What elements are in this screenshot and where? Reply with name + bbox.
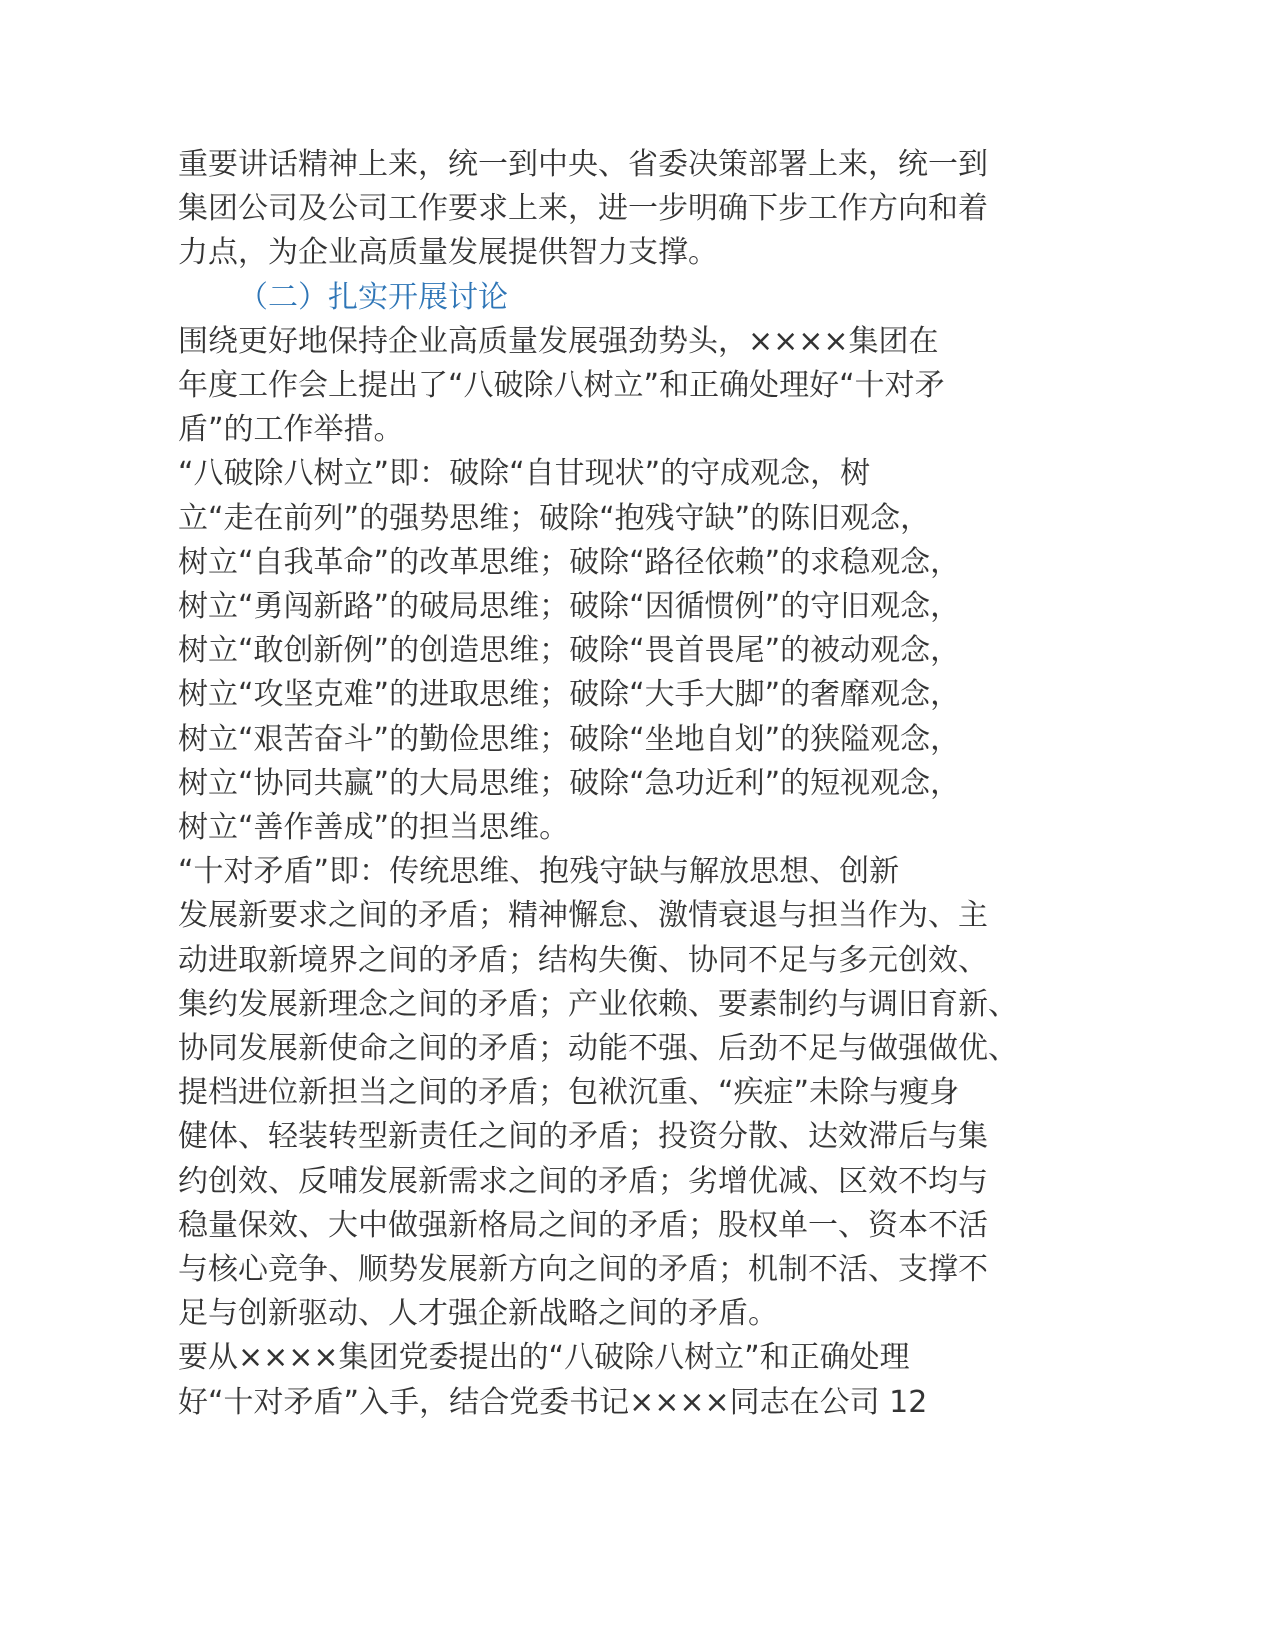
- section-heading: （二）扎实开展讨论: [238, 279, 508, 315]
- document-page: [178, 143, 1068, 1425]
- body-paragraph: “十对矛盾”即：传统思维、抱残守缺与解放思想、创新 发展新要求之间的矛盾；精神懈怠、激情衰退与担当作为、主 动进取新境界之间的矛盾；结构失衡、协同不足与多元创效、 集约发展新理念之间的矛盾；产业依赖、要素制约与调旧育新、 协同发展新使命之间的矛盾；动能不强、后劲不足与做强做优、 提档进位新担当之间的矛盾；包袱沉重、“疾症”未除与瘦身 健体、轻装转型新责任之间的矛盾；投资分散、达效滞后与集 约创效、反哺发展新需求之间的矛盾；劣增优减、区效不均与 稳量保效、大中做强新格局之间的矛盾；股权单一、资本不活 与核心竞争、顺势发展新方向之间的矛盾；机制不活、支撑不 足与创新驱动、人才强企新战略之间的矛盾。: [178, 854, 1018, 1332]
- body-paragraph: 重要讲话精神上来，统一到中央、省委决策部署上来，统一到 集团公司及公司工作要求上来，进一步明确下步工作方向和着 力点，为企业高质量发展提供智力支撑。: [178, 147, 988, 271]
- body-paragraph: “八破除八树立”即：破除“自甘现状”的守成观念，树 立“走在前列”的强势思维；破除“抱残守缺”的陈旧观念， 树立“自我革命”的改革思维；破除“路径依赖”的求稳观念， 树立“勇闯新路”的破局思维；破除“因循惯例”的守旧观念， 树立“敢创新例”的创造思维；破除“畏首畏尾”的被动观念， 树立“攻坚克难”的进取思维；破除“大手大脚”的奢靡观念， 树立“艰苦奋斗”的勤俭思维；破除“坐地自划”的狭隘观念， 树立“协同共赢”的大局思维；破除“急功近利”的短视观念， 树立“善作善成”的担当思维。: [178, 456, 961, 846]
- body-paragraph: 围绕更好地保持企业高质量发展强劲势头，××××集团在 年度工作会上提出了“八破除八树立”和正确处理好“十对矛 盾”的工作举措。: [178, 323, 945, 448]
- body-paragraph: 要从××××集团党委提出的“八破除八树立”和正确处理 好“十对矛盾”入手，结合党委书记××××同志在公司 12: [178, 1340, 928, 1420]
